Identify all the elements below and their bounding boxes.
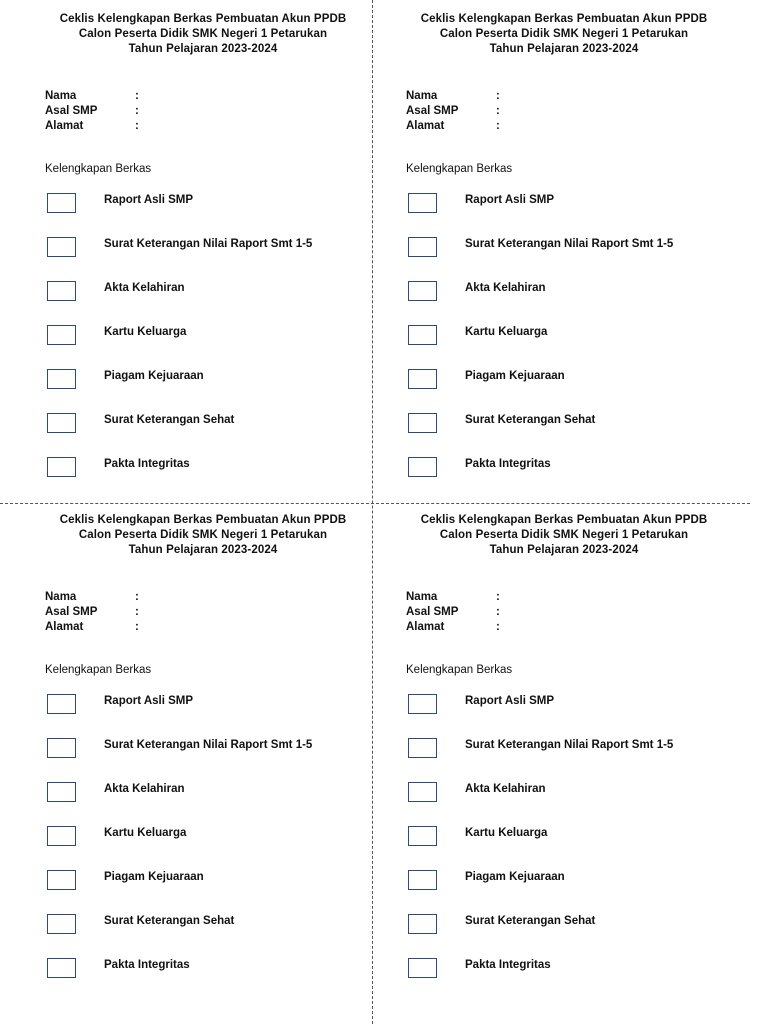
checkbox[interactable] [408,369,437,389]
checklist-item [47,369,367,393]
item-label: Pakta Integritas [104,959,190,971]
field-label: Nama [45,591,77,603]
title-line-2: Calon Peserta Didik SMK Negeri 1 Petarukan [78,28,328,40]
item-label: Piagam Kejuaraan [104,871,204,883]
field-asal-smp [45,104,139,119]
field-colon: : [135,606,139,618]
checklist-item [47,325,367,349]
checkbox[interactable] [408,193,437,213]
checklist-item [408,694,728,718]
field-alamat [406,620,500,635]
field-label: Nama [406,90,438,102]
checkbox[interactable] [47,281,76,301]
checkbox[interactable] [47,369,76,389]
field-colon: : [496,90,500,102]
item-label: Surat Keterangan Sehat [104,915,235,927]
checklist-card-bottom-right [361,501,733,1001]
field-nama [45,89,139,104]
checklist-item [408,826,728,850]
checklist-card-top-left [0,0,372,500]
section-title: Kelengkapan Berkas [45,163,152,175]
card-title [0,513,406,558]
item-label: Kartu Keluarga [465,827,548,839]
field-colon: : [496,621,500,633]
item-label: Kartu Keluarga [104,827,187,839]
identity-fields [406,590,500,635]
checkbox[interactable] [47,914,76,934]
checkbox[interactable] [47,237,76,257]
checkbox[interactable] [408,870,437,890]
item-label: Pakta Integritas [104,458,190,470]
field-alamat [45,119,139,134]
checklist-card-bottom-left [0,501,372,1001]
item-label: Surat Keterangan Sehat [465,915,596,927]
checkbox[interactable] [408,325,437,345]
checkbox[interactable] [408,457,437,477]
field-asal-smp [406,104,500,119]
field-label: Nama [45,90,77,102]
title-line-1: Ceklis Kelengkapan Berkas Pembuatan Akun PPDB [59,514,347,526]
field-label: Alamat [45,621,84,633]
checkbox[interactable] [408,413,437,433]
item-label: Piagam Kejuaraan [465,370,565,382]
item-label: Kartu Keluarga [104,326,187,338]
field-label: Alamat [406,120,445,132]
checkbox[interactable] [47,826,76,846]
title-line-2: Calon Peserta Didik SMK Negeri 1 Petarukan [78,529,328,541]
item-label: Raport Asli SMP [104,194,194,206]
checklist-item [47,413,367,437]
checklist-item [47,237,367,261]
field-nama [406,89,500,104]
checkbox[interactable] [408,281,437,301]
field-label: Alamat [45,120,84,132]
checklist-item [408,237,728,261]
identity-fields [45,590,139,635]
checklist-item [47,694,367,718]
checkbox[interactable] [47,413,76,433]
checkbox[interactable] [47,738,76,758]
field-label: Asal SMP [45,105,98,117]
item-label: Surat Keterangan Nilai Raport Smt 1-5 [104,739,313,751]
checkbox[interactable] [47,193,76,213]
item-label: Raport Asli SMP [465,695,555,707]
checklist-item [47,870,367,894]
card-title [0,12,406,57]
checkbox[interactable] [408,826,437,846]
item-label: Piagam Kejuaraan [104,370,204,382]
identity-fields [45,89,139,134]
checkbox[interactable] [47,694,76,714]
item-label: Raport Asli SMP [104,695,194,707]
item-label: Akta Kelahiran [465,783,546,795]
field-label: Asal SMP [406,105,459,117]
field-colon: : [135,120,139,132]
checkbox[interactable] [47,325,76,345]
field-nama [406,590,500,605]
field-nama [45,590,139,605]
checklist-item [47,958,367,982]
item-label: Pakta Integritas [465,959,551,971]
checklist-item [408,914,728,938]
checklist-item [408,281,728,305]
card-title [361,513,767,558]
item-label: Akta Kelahiran [104,282,185,294]
checklist-item [47,914,367,938]
checkbox[interactable] [408,782,437,802]
checklist-item [47,782,367,806]
title-line-3: Tahun Pelajaran 2023-2024 [489,544,639,556]
checklist-item [408,193,728,217]
title-line-3: Tahun Pelajaran 2023-2024 [128,544,278,556]
field-asal-smp [406,605,500,620]
checklist-item [408,325,728,349]
checkbox[interactable] [408,958,437,978]
item-label: Pakta Integritas [465,458,551,470]
checklist-card-top-right [361,0,733,500]
title-line-2: Calon Peserta Didik SMK Negeri 1 Petarukan [439,28,689,40]
checklist-item [408,870,728,894]
item-label: Surat Keterangan Nilai Raport Smt 1-5 [104,238,313,250]
item-label: Surat Keterangan Sehat [465,414,596,426]
checklist-item [408,738,728,762]
checklist-item [408,782,728,806]
field-label: Asal SMP [45,606,98,618]
title-line-1: Ceklis Kelengkapan Berkas Pembuatan Akun PPDB [420,13,708,25]
item-label: Akta Kelahiran [104,783,185,795]
checklist-item [47,738,367,762]
field-label: Asal SMP [406,606,459,618]
item-label: Kartu Keluarga [465,326,548,338]
identity-fields [406,89,500,134]
item-label: Surat Keterangan Nilai Raport Smt 1-5 [465,238,674,250]
title-line-3: Tahun Pelajaran 2023-2024 [128,43,278,55]
item-label: Raport Asli SMP [465,194,555,206]
checkbox[interactable] [47,457,76,477]
field-colon: : [135,90,139,102]
title-line-1: Ceklis Kelengkapan Berkas Pembuatan Akun PPDB [59,13,347,25]
item-label: Akta Kelahiran [465,282,546,294]
checkbox[interactable] [408,738,437,758]
checkbox[interactable] [408,914,437,934]
item-label: Surat Keterangan Sehat [104,414,235,426]
item-label: Surat Keterangan Nilai Raport Smt 1-5 [465,739,674,751]
field-colon: : [496,591,500,603]
section-title: Kelengkapan Berkas [406,664,513,676]
field-label: Nama [406,591,438,603]
checkbox[interactable] [47,958,76,978]
item-label: Piagam Kejuaraan [465,871,565,883]
field-colon: : [135,621,139,633]
checkbox[interactable] [408,237,437,257]
field-label: Alamat [406,621,445,633]
title-line-2: Calon Peserta Didik SMK Negeri 1 Petarukan [439,529,689,541]
title-line-1: Ceklis Kelengkapan Berkas Pembuatan Akun PPDB [420,514,708,526]
section-title: Kelengkapan Berkas [406,163,513,175]
field-colon: : [496,606,500,618]
checkbox[interactable] [47,782,76,802]
checkbox[interactable] [408,694,437,714]
checklist-item [47,281,367,305]
checklist-item [408,457,728,481]
field-colon: : [135,105,139,117]
section-title: Kelengkapan Berkas [45,664,152,676]
field-colon: : [135,591,139,603]
field-alamat [406,119,500,134]
field-colon: : [496,120,500,132]
checklist-item [408,413,728,437]
field-alamat [45,620,139,635]
checklist-item [408,958,728,982]
card-title [361,12,767,57]
checklist-item [408,369,728,393]
title-line-3: Tahun Pelajaran 2023-2024 [489,43,639,55]
field-colon: : [496,105,500,117]
field-asal-smp [45,605,139,620]
checkbox[interactable] [47,870,76,890]
checklist-item [47,193,367,217]
checklist-item [47,457,367,481]
checklist-item [47,826,367,850]
